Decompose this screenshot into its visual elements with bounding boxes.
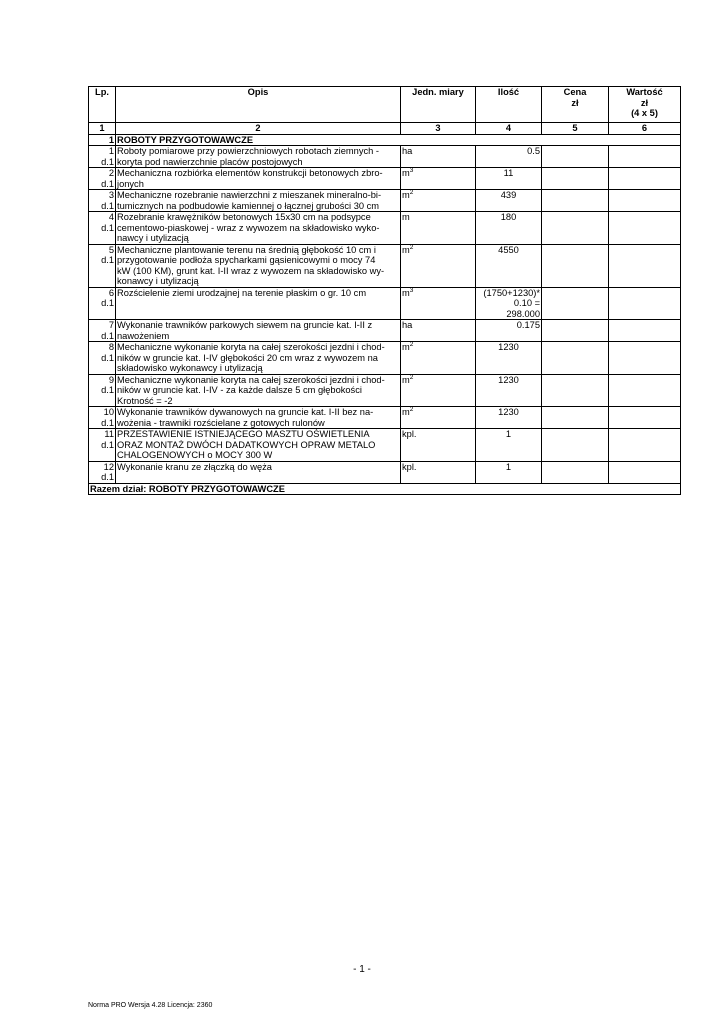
item-lp — [89, 190, 116, 212]
item-quantity — [476, 212, 542, 245]
item-lp-line: d.1 — [101, 222, 114, 233]
item-lp-line: d.1 — [101, 156, 114, 167]
item-quantity — [476, 287, 542, 320]
item-lp-line: d.1 — [101, 417, 114, 428]
item-description — [116, 320, 401, 342]
item-description — [116, 342, 401, 375]
item-quantity-line: 180 — [500, 212, 517, 222]
item-description-line: Mechaniczne wykonanie koryta na całej szerokości jezdni i chod- — [117, 374, 385, 385]
item-price — [542, 168, 609, 190]
item-lp-line: 11 — [104, 429, 114, 439]
item-value — [609, 190, 681, 212]
item-unit-text: kpl. — [402, 461, 417, 472]
item-quantity-line: 0.10 = — [513, 298, 540, 308]
item-unit — [401, 342, 476, 375]
item-description-line: Wykonanie trawników parkowych siewem na gruncie kat. I-II z — [117, 320, 373, 330]
item-description-line: Wykonanie kranu ze złączką do węża — [117, 461, 272, 472]
header-cena — [542, 87, 609, 123]
table-row — [89, 320, 681, 342]
item-lp-line: d.1 — [101, 298, 114, 308]
item-quantity-line: 298.000 — [506, 308, 540, 319]
item-unit — [401, 244, 476, 287]
header-wartosc-line3: (4 x 5) — [631, 108, 658, 118]
header-ilosc: Ilość — [476, 87, 542, 123]
item-unit-exponent: 2 — [409, 373, 414, 381]
item-price — [542, 407, 609, 429]
item-unit — [401, 461, 476, 483]
item-unit-text: m — [402, 244, 410, 255]
item-description-line: PRZESTAWIENIE ISTNIEJĄCEGO MASZTU OŚWIETLENIA — [117, 429, 370, 439]
table-row — [89, 429, 681, 462]
table-row — [89, 168, 681, 190]
total-label: Razem dział: ROBOTY PRZYGOTOWAWCZE — [89, 483, 681, 495]
item-description-line: Rozebranie krawężników betonowych 15x30 cm na podsypce — [117, 212, 371, 222]
item-description — [116, 212, 401, 245]
item-unit-text: m — [402, 168, 410, 178]
item-unit-text: ha — [402, 320, 413, 330]
table-row — [89, 407, 681, 429]
item-quantity-line: 1 — [505, 429, 512, 439]
item-lp — [89, 212, 116, 245]
item-description-line: jonych — [117, 178, 144, 189]
item-quantity-line: (1750+1230)* — [483, 287, 540, 298]
item-unit — [401, 212, 476, 245]
item-value — [609, 287, 681, 320]
item-description-line: tumicznych na podbudowie kamiennej o łącznej grubości 30 cm — [117, 200, 380, 211]
item-value — [609, 342, 681, 375]
item-description-line: Krotność = -2 — [117, 395, 173, 406]
item-value — [609, 407, 681, 429]
item-value — [609, 320, 681, 342]
item-quantity — [476, 244, 542, 287]
item-description — [116, 461, 401, 483]
item-unit-exponent: 3 — [409, 167, 414, 174]
item-lp — [89, 146, 116, 168]
total-row — [89, 483, 681, 495]
column-number: 1 — [89, 123, 116, 135]
item-unit-text: kpl. — [402, 429, 417, 439]
item-quantity-line: 11 — [503, 168, 514, 178]
item-unit-exponent: 2 — [409, 341, 414, 348]
item-quantity-line: 439 — [500, 190, 517, 200]
item-lp-line: 4 — [108, 212, 114, 222]
item-lp-line: 3 — [108, 190, 114, 200]
item-lp — [89, 320, 116, 342]
item-lp — [89, 461, 116, 483]
item-unit-text: m — [402, 342, 410, 352]
item-value — [609, 168, 681, 190]
item-unit — [401, 429, 476, 462]
item-price — [542, 190, 609, 212]
item-description-line: cementowo-piaskowej - wraz z wywozem na składowisko wyko- — [117, 222, 380, 233]
item-quantity-line: 1 — [505, 461, 512, 472]
item-description — [116, 146, 401, 168]
item-unit-text: m — [402, 212, 410, 222]
header-lp: Lp. — [89, 87, 116, 123]
item-description — [116, 190, 401, 212]
item-value — [609, 374, 681, 407]
item-lp-line: d.1 — [101, 330, 114, 341]
section-row — [89, 134, 681, 146]
section-lp: 1 — [89, 134, 116, 146]
item-price — [542, 244, 609, 287]
item-unit-exponent: 2 — [409, 406, 414, 413]
item-lp-line: d.1 — [101, 178, 114, 189]
item-description-line: nawożeniem — [117, 330, 170, 341]
table-header — [89, 87, 681, 135]
table-row — [89, 287, 681, 320]
item-unit — [401, 190, 476, 212]
item-description — [116, 429, 401, 462]
item-quantity-line: 1230 — [498, 407, 519, 417]
item-lp — [89, 244, 116, 287]
header-opis: Opis — [116, 87, 401, 123]
item-quantity — [476, 374, 542, 407]
item-quantity-line: 4550 — [498, 244, 519, 255]
item-quantity — [476, 190, 542, 212]
column-number: 2 — [116, 123, 401, 135]
item-description-line: Mechaniczne rozebranie nawierzchni z mieszanek mineralno-bi- — [117, 190, 382, 200]
item-lp-line: 5 — [108, 244, 114, 255]
item-lp — [89, 168, 116, 190]
item-lp-line: 6 — [108, 287, 114, 298]
item-unit-text: ha — [402, 146, 413, 156]
item-value — [609, 146, 681, 168]
page-number: - 1 - — [353, 964, 371, 975]
item-description — [116, 407, 401, 429]
item-unit — [401, 320, 476, 342]
item-unit-exponent: 2 — [409, 243, 414, 251]
table-row — [89, 190, 681, 212]
item-unit — [401, 146, 476, 168]
table-row — [89, 212, 681, 245]
item-description-line: Roboty pomiarowe przy powierzchniowych robotach ziemnych - — [117, 146, 379, 156]
item-value — [609, 461, 681, 483]
item-description-line: CHALOGENOWYCH o MOCY 300 W — [117, 450, 273, 460]
item-description-line: Mechaniczne plantowanie terenu na średnią głębokość 10 cm i — [117, 244, 376, 255]
item-quantity — [476, 168, 542, 190]
item-lp — [89, 342, 116, 375]
item-price — [542, 320, 609, 342]
item-lp — [89, 287, 116, 320]
item-lp-line: 10 — [103, 407, 114, 417]
header-wartosc-line2: zł — [640, 97, 649, 108]
item-description-line: Wykonanie trawników dywanowych na gruncie kat. I-II bez na- — [117, 407, 374, 417]
item-lp-line: 9 — [108, 374, 114, 385]
item-description-line: kW (100 KM), grunt kat. I-II wraz z wywozem na składowisko wy- — [117, 265, 385, 276]
item-price — [542, 429, 609, 462]
item-unit — [401, 287, 476, 320]
item-lp-line: 8 — [108, 342, 114, 352]
column-number: 3 — [401, 123, 476, 135]
item-unit-exponent: 2 — [409, 189, 414, 196]
header-jedn-miary: Jedn. miary — [401, 87, 476, 123]
item-description-line: ników w gruncie kat. I-IV głębokości 20 cm wraz z wywozem na — [117, 352, 378, 363]
item-description-line: przygotowanie podłoża spycharkami gąsienicowymi o mocy 74 — [117, 255, 376, 265]
header-wartosc — [609, 87, 681, 123]
item-lp — [89, 374, 116, 407]
item-lp-line: d.1 — [101, 200, 114, 211]
item-description-line: nawcy i utylizacją — [117, 233, 189, 243]
item-description — [116, 168, 401, 190]
item-value — [609, 429, 681, 462]
item-unit-text: m — [402, 374, 410, 385]
software-footer: Norma PRO Wersja 4.28 Licencja: 2360 — [88, 1002, 213, 1009]
item-price — [542, 374, 609, 407]
item-quantity — [476, 342, 542, 375]
item-lp-line: d.1 — [101, 385, 114, 395]
item-price — [542, 342, 609, 375]
table-row — [89, 244, 681, 287]
item-quantity-line: 1230 — [498, 374, 519, 385]
item-description-line: ników w gruncie kat. I-IV - za każde dalsze 5 cm głębokości — [117, 385, 362, 395]
item-lp — [89, 429, 116, 462]
item-value — [609, 212, 681, 245]
cost-estimate-table — [88, 86, 681, 495]
item-description-line: Rozścielenie ziemi urodzajnej na terenie płaskim o gr. 10 cm — [117, 287, 367, 298]
item-unit-text: m — [402, 287, 410, 298]
item-description-line: konawcy i utylizacją — [117, 276, 199, 286]
item-lp-line: 7 — [108, 320, 114, 330]
item-unit-exponent: 3 — [409, 286, 414, 294]
item-price — [542, 212, 609, 245]
table-body — [89, 134, 681, 483]
item-quantity — [476, 146, 542, 168]
item-description-line: składowisko wykonawcy i utylizacją — [117, 363, 263, 373]
item-description-line: koryta pod nawierzchnie placów postojowych — [117, 156, 303, 167]
item-price — [542, 461, 609, 483]
item-description-line: wożenia - trawniki rozścielane z gotowych rulonów — [117, 417, 325, 428]
header-cena-line2: zł — [571, 97, 579, 108]
header-cena-line1: Cena — [563, 87, 587, 97]
table-row — [89, 146, 681, 168]
item-lp-line: 2 — [108, 168, 114, 178]
item-description — [116, 287, 401, 320]
item-quantity — [476, 429, 542, 462]
item-value — [609, 244, 681, 287]
item-unit — [401, 374, 476, 407]
item-lp-line: 1 — [108, 146, 114, 156]
table-row — [89, 374, 681, 407]
item-unit-text: m — [402, 407, 410, 417]
item-lp-line: 12 — [103, 461, 114, 472]
item-description-line: ORAZ MONTAŻ DWÓCH DADATKOWYCH OPRAW METALO — [117, 439, 376, 450]
column-number: 5 — [542, 123, 609, 135]
item-lp — [89, 407, 116, 429]
item-quantity — [476, 320, 542, 342]
item-unit — [401, 407, 476, 429]
section-title: ROBOTY PRZYGOTOWAWCZE — [116, 134, 681, 146]
item-lp-line: d.1 — [101, 352, 114, 363]
item-quantity-line: 0.5 — [527, 146, 540, 156]
item-quantity-line: 1230 — [498, 342, 519, 352]
item-lp-line: d.1 — [101, 472, 114, 482]
item-unit — [401, 168, 476, 190]
table-row — [89, 342, 681, 375]
column-number: 6 — [609, 123, 681, 135]
item-lp-line: d.1 — [101, 255, 114, 265]
item-price — [542, 146, 609, 168]
item-quantity-line: 0.175 — [516, 320, 540, 330]
item-description-line: Mechaniczna rozbiórka elementów konstrukcji betonowych zbro- — [117, 168, 383, 178]
item-description-line: Mechaniczne wykonanie koryta na całej szerokości jezdni i chod- — [117, 342, 385, 352]
table-row — [89, 461, 681, 483]
item-quantity — [476, 461, 542, 483]
item-description — [116, 244, 401, 287]
item-price — [542, 287, 609, 320]
item-description — [116, 374, 401, 407]
item-unit-text: m — [402, 190, 410, 200]
item-quantity — [476, 407, 542, 429]
column-number: 4 — [476, 123, 542, 135]
header-wartosc-line1: Wartość — [626, 87, 663, 97]
item-lp-line: d.1 — [101, 439, 114, 450]
